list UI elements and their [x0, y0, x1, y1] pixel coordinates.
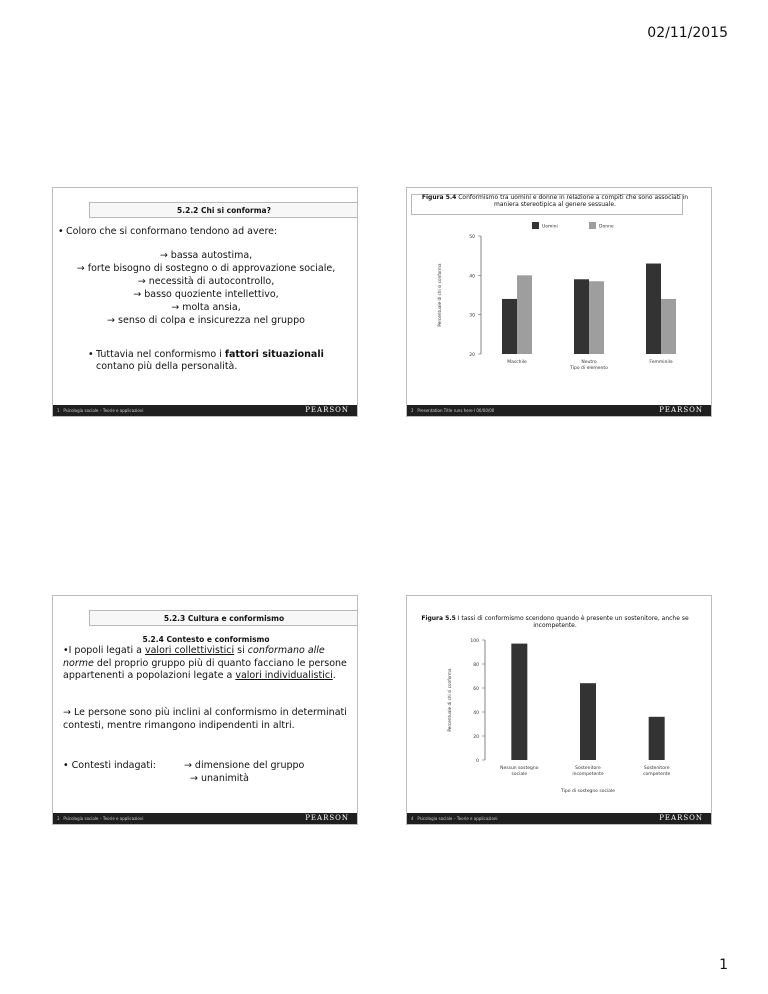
bar [580, 683, 596, 760]
list-item: → necessità di autocontrollo, [137, 276, 275, 287]
legend-label: Uomini [542, 224, 558, 230]
conclusion: • Tuttavia nel conformismo i fattori situazionali contano più della personalità. [96, 349, 346, 373]
highlight-text: fattori situazionali [224, 349, 324, 360]
brand-logo: PEARSON [659, 406, 703, 414]
list-item: → bassa autostima, [159, 250, 253, 261]
brand-logo: PEARSON [659, 814, 703, 822]
trait-list [53, 249, 358, 327]
bar [649, 717, 665, 760]
contexts-list: • Contesti indagati: → dimensione del gruppo → unanimità [63, 760, 305, 784]
y-axis-label: Percentuale di chi si conforma [447, 668, 452, 732]
x-axis-label: Tipo di sostegno sociale [561, 789, 615, 794]
list-item: → molta ansia, [171, 302, 241, 313]
slide-title: 5.2.2 Chi si conforma? [89, 202, 358, 218]
page-number: 1 [719, 957, 728, 973]
slide-title: 5.2.3 Cultura e conformismo [89, 610, 358, 626]
paragraph-context: → Le persone sono più inclini al conformismo in determinati contesti, mentre rimangono indipendenti in altri. [63, 707, 347, 731]
chart-figure-5-4 [407, 218, 712, 417]
bar [511, 644, 527, 760]
y-tick-label: 20 [469, 353, 475, 358]
y-tick-label: 0 [476, 759, 479, 764]
brand-logo: PEARSON [305, 814, 349, 822]
y-tick-label: 50 [469, 235, 475, 240]
x-tick-label: Femminile [649, 360, 673, 365]
legend-swatch [589, 222, 596, 229]
intro-text: • Coloro che si conformano tendono ad avere: [66, 226, 277, 238]
slide-footer: 3 Psicologia sociale – Teorie e applicazioni PEARSON [53, 813, 357, 824]
slide-3 [52, 595, 358, 825]
bar [661, 299, 676, 354]
bar [517, 275, 532, 354]
y-tick-label: 40 [473, 711, 479, 716]
y-tick-label: 20 [473, 735, 479, 740]
legend-label: Donne [599, 224, 614, 230]
chart-figure-5-5 [407, 634, 712, 824]
bar [589, 281, 604, 354]
slide-2 [406, 187, 712, 417]
legend-swatch [532, 222, 539, 229]
slide-subtitle: 5.2.4 Contesto e conformismo [142, 635, 270, 644]
bar [502, 299, 517, 354]
slide-footer: 1 Psicologia sociale – Teorie e applicazioni PEARSON [53, 405, 357, 416]
slide-footer: 2 Presentation Title runs here l 00/00/00 PEARSON [407, 405, 711, 416]
list-item: → basso quoziente intellettivo, [133, 289, 279, 300]
figure-caption: Figura 5.5 I tassi di conformismo scendono quando è presente un sostenitore, anche se incompetente. [421, 615, 689, 629]
y-tick-label: 30 [469, 313, 475, 319]
brand-logo: PEARSON [305, 406, 349, 414]
bar [574, 279, 589, 354]
x-tick-label: Sostenitore incompetente [572, 766, 604, 777]
x-tick-label: Maschile [507, 360, 527, 365]
y-tick-label: 40 [469, 274, 475, 280]
y-tick-label: 100 [470, 639, 479, 644]
list-item: → senso di colpa e insicurezza nel gruppo [107, 315, 305, 326]
x-tick-label: Neutro [581, 360, 597, 365]
bar [646, 264, 661, 354]
y-axis-label: Percentuale di chi si conforma [437, 263, 442, 327]
paragraph-culture: •I popoli legati a valori collettivistici si conformano alle norme del proprio gruppo più di quanto facciano le persone appartenenti a popolazioni legate a valori individualistici. [63, 645, 347, 681]
slide-4 [406, 595, 712, 825]
y-tick-label: 60 [473, 687, 479, 692]
x-tick-label: Sostenitore competente [643, 766, 671, 777]
slide-1 [52, 187, 358, 417]
slide-footer: 4 Psicologia sociale – Teorie e applicazioni PEARSON [407, 813, 711, 824]
x-axis-label: Tipo di elemento [570, 366, 608, 371]
x-tick-label: Nessun sostegno sociale [500, 766, 539, 777]
figure-caption: Figura 5.4 Conformismo tra uomini e donne in relazione a compiti che sono associati in maniera stereotipica al genere sessuale. [421, 194, 689, 208]
page-date: 02/11/2015 [647, 25, 728, 41]
list-item: → forte bisogno di sostegno o di approvazione sociale, [76, 263, 336, 274]
y-tick-label: 80 [473, 663, 479, 668]
